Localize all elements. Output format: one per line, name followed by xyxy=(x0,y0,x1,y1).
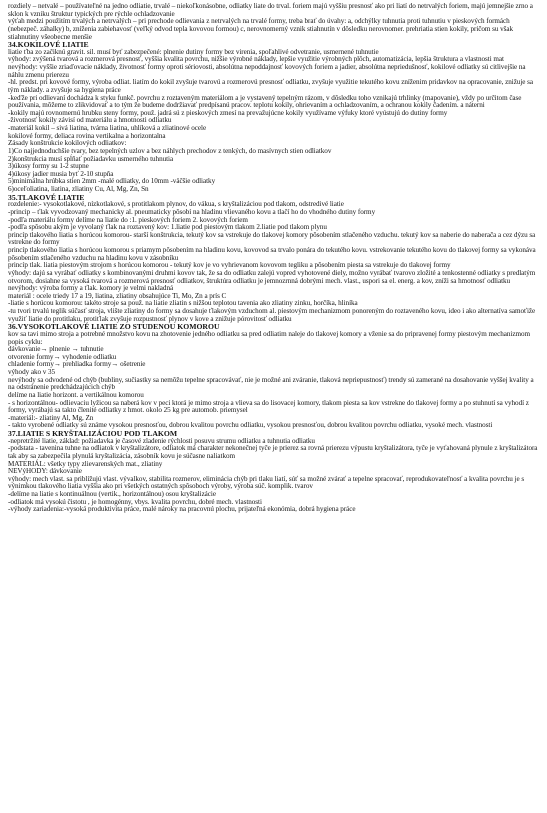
text-line: liatie ťba zo začiknú gravit. sil. musí byť zabezpečené: plnenie dutiny formy bez virenia, spoľahlivé odvetranie, usmernené tuhnutie xyxy=(8,47,379,56)
text-line: výhody: mech vlast. sa priblížujú vlast. vývalkov, stabilita rozmerov, eliminácia chýb pri tlaku liatí, súť sa možné zvárať a tepelne spracovať, reprodukovateľnosť a kvalita povrchu je s výnimkou tlakového liatia vyššia ako pri všetkých ostatných spôsoboch výroby, výroba súč. komplik. tvarov xyxy=(8,474,525,491)
text-line: výhody ako v 35 xyxy=(8,368,56,376)
text-line: výťah medzi použitím trvalých a netrvalých – pri prechode odlievania z netrvalých na trvalé formy, treba brať do úvahy: a, odchýlky tuhnutia proti tuhnutiu v pieskových formách (nebezpeč. záhalky) b, zníženia zabiehavosť (veľký odvod tepla kovovou formou) c, nerovnomerný vznik stiahnutín v dôsledku nerovnomer. prehriatia stien kokily, pričom su však stiahnutiny všeobecne menšie xyxy=(8,17,514,41)
text-line: otvorenie formy→ vyhodenie odliatku xyxy=(8,352,117,361)
list-item: 1)Co najjednoduchšie tvary, bez tepelných uzlov a bez náhlych prechodov z tenkých, do masívnych stien odliatkov xyxy=(8,146,332,155)
text-line: princíp tlakového liatia s horúcou komorou- starší konštrukcia, tekutý kov sa vstrekuje do tlakovej komory pôsobením stlačeného vzduchu. tekutý kov sa naberie do naberača a cez dýzu sa vstrekne do formy xyxy=(8,230,536,247)
text-line: dávkovanie→ plnenie → tuhnutie xyxy=(8,345,104,354)
list-item: 6)oceľoliatina, liatina, zliatiny Cu, Al, Mg, Zn, Sn xyxy=(8,185,149,193)
section-heading: 35.TLAKOVÉ LIATIE xyxy=(8,192,85,202)
text-line: nevýhody: vyššie zriaďovacie náklady, životnosť formy oproti sériovosti, absolútna nepoddajnosť kovových foriem a jadier, absolútna nepriedušnosť, kokilové odliatky sú citlivejšie na náhlu zmenu prierezu xyxy=(8,63,526,79)
text-line: nevýhody: výroba formy a ťlak. komory je velmi nakladná xyxy=(8,284,174,293)
text-line: delíme na liatie horizont. a vertikálnou komorou xyxy=(8,390,144,399)
list-item: 4)úkosy jadier musia byť 2-10 stupňa xyxy=(8,169,114,178)
text-line: -kokily majú rovnomernú hrubku steny formy, použ. jadrá sú z pieskových zmesí na prevažujúcne kokily využívame výfuky ktoré vyústujú do dutiny formy xyxy=(8,108,448,117)
text-line: -hl. predst. pri kovové formy, výroba odliat. liatím do kokil zvyšuje tvarovú a rozmerovú presnosť odliatku, zvyšuje využitie tekutého kovu zníženim pridavkov na opracovanie, znižuje sa tým náklady. a zvyšuje sa hygiena práce xyxy=(8,78,533,94)
text-line: -podstata - tavenina tuhne na odliatok v kryštalizátore, odliatok má charakter nekonečnej tyče je prierez sa rovná prierezu výpustu kryštalizátora, tyče je vyťahovaná plynule z kryštalizátora tak aby sa zabezpečila plynulá kryštalizácia, zásobník kovu je súčasne naliatkom xyxy=(8,444,538,460)
text-line: rozdelenie:- vysokotlakové, nízkotlakové, s protitlakom plynov, do vákua, s kryštalizáciou pod tlakom, odstredivé liatie xyxy=(8,200,344,209)
section-heading: 36.VYSOKOTLAKOVÉ LIATIE ZO STUDENOU KOMOROU xyxy=(8,322,220,332)
text-line: výhody: zvýšená tvarová a rozmerová presnosť, vyššia kvalita povrchu, nižšie výrobné náklady, lepšie využitie výrobných plôch, automatizácia, lepšia štruktura a vlastnosti mat xyxy=(8,55,504,64)
text-line: -podľa spôsobu akým je vyvolaný ťlak na roztavený kov: 1.liatie pod piestovým tlakom 2.liatie pod tlakom plynu xyxy=(8,223,327,232)
text-line: -materiál kokil – sivá liatina, tvárna liatina, uhlíková a zliatinové ocele xyxy=(8,124,207,132)
text-line: NEVýHODY: dávkovanie xyxy=(8,467,82,476)
text-line: popis cyklu: xyxy=(8,337,43,346)
text-line: - s horizontálnou- odlievaciu lyžicou sa naberá kov v peci ktorá je mimo stroja a vlieva sa do lisovacej komory, tlakom piesta sa kov vstrekne do tlakovej formy a po stuhnutí sa vyhodí z formy, vyrábajú sa takto členité odliatky z hmot. okolo 25 kg pre automob. priemysel xyxy=(8,398,529,415)
text-line: -liatie s horúcou komorou: takéto stroje sa použ. na liatie zliatin s nižšou teplotou tavenia ako zliatiny zinku, horčíka, hliníka xyxy=(8,299,358,308)
text-line: -nepretržité liatie, základ: požiadavka je časové zladenie rýchlosti posuvu strumu odliatku a tuhnutia odliatku xyxy=(8,436,315,445)
list-item: 2)konštrukcia musí spĺňať požiadavku usmerného tuhnutia xyxy=(8,154,174,163)
text-line: nevýhody sa odvodené od chýb (bubliny, sučiastky sa nemôžu tepelne spracovávať, nie je možné ani zváranie, tlaková nepriepustnosť) trendy sú zamerané na dosahovanie vyššej kvality a na odstránenie predchádzajúcich chýb xyxy=(8,375,534,392)
text-line: materiál : ocele triedy 17 a 19, liatina, zliatiny obsahujúce Ti, Mo, Zn a prís C xyxy=(8,291,227,300)
list-item: 3)úkosy formy su 1-2 stupne xyxy=(8,162,89,171)
text-line: -výhody zariadenia:-vysoká produktivita práce, malé nároky na pracovnú plochu, prijateľná ekonómia, dobrá hygiena práce xyxy=(8,505,356,514)
text-line: -podľa materiálu formy delíme na liatie do :1. pieskových foriem 2. kovových foriem xyxy=(8,215,248,224)
section-heading: 34.KOKILOVÉ LIATIE xyxy=(8,40,89,50)
text-line: kov sa tavi mimo stroja a potrebné množstvo kovu na zhotovenie jedného odliatku sa pred odliatim naleje do tlakovej komory a vženie sa do pripravenej formy piestovým mechanizmom xyxy=(8,329,530,338)
list-item: 5)minimálna hrúbka stien 2mm -malé odliatky, do 10mm -väčšie odliatky xyxy=(8,177,216,186)
text-line: -princip – ťlak vyvodzovaný mechanicky al. pneumaticky pôsobí na hladinu vlievaného kovu a tlačí ho do vhodného dutiny formy xyxy=(8,207,376,216)
text-line: princíp tlak. liatia piestovým strojom s horúcou komorou - tekutý kov je vo vyhrievanom kovovom tegliku a pôsobením piesta sa vstrekuje do tlakovej formy xyxy=(8,261,451,270)
text-line: -delíme na liatie s kontinuálnou (vertik., horizontálnou) osou kryštalizácie xyxy=(8,490,216,498)
text-line: -keďže pri odlievaní dochádza k styku funkč. povrchu z roztaveným materiálom a je vystavený tepelným rázom, v dôsledku toho vznikajú trhlinky (mapovanie), vždy po určitom čase používania, môžeme to zlikvidovať a to tým že budeme dodržiavať predpísanú pracov. teplotu kokily, ohrievaním a ochladzovaním, a ochranou kokily čadením. a náterni xyxy=(8,93,522,110)
text-line: MATERIÁL: všetky typy zlievarenských mat., zliatiny xyxy=(8,459,163,468)
text-line: rozdiely – netvalé – používateľné na jedno odliatie, trvalé – niekoľkonásobne, odliatky liate do trval. foriem majú vyššiu presnosť ako pri liatí do netrvalých foriem, majú jemnejšie zrno a sklon k vzniku štruktur typických pre rýchle ochladzovanie xyxy=(8,2,533,18)
text-line: princíp tlakového liatia s horúcou komorou s priamym pôsobením na hladinu kovu, kovovod sa trvalo ponára do tekutého kovu. vstrekovanie tekutého kovu do tlakovej formy sa vykonáva pôsobením stlačeného vzduchu na hladinu kovu v zásobníku xyxy=(8,246,536,262)
text-line: kokilové formy, deliaca rovina vertikalna a horizontalna xyxy=(8,131,166,140)
text-line: -materiál:- zliatiny Al, Mg, Zn xyxy=(8,413,94,422)
text-line: -tu tvori trvalú teglik súčasť stroja, vlište zliatiny do formy sa dosahuje ťlakovým vzduchom al. piestovým mechanizmom ponoreným do roztaveného kovu, ideo i ako alternatíva samoťiže využiť liatie do protitlaku, protiťlak zvyšuje rozpustnosť plynov v kove a znižuje pórovitosť odliatku xyxy=(8,307,536,323)
text-line: chladenie formy→ prehliadka formy→ ošetrenie xyxy=(8,360,146,369)
text-line: výhody: dajú sa vyrábať odliatky s kombinovanými druhmi kovov tak, že sa do odliatku zalejú vopred vyhotovené diely, možno vyrábať tvarovo zložité a tenkostenné odliatky s predlatým otvorom, dosiahne sa vysoká tvarová a rozmerová presnosť odliatkov, štruktúra odliatku je jemnozrnná dobrými mech. vlast., uspori sa el. energ. a kov, zníži sa hmotnosť odliatku xyxy=(8,268,536,285)
text-line: -odliatok má vysokú čistotu , je homogénny, vbys. kvalita povrchu, dobré mech. vlastnosti xyxy=(8,497,262,506)
section-heading: 37.LIATIE S KRYŠTALIZÁCIOU POD TLAKOM xyxy=(8,429,178,438)
text-line: - takto vyrobené odliatky sú známe vysokou presnosťou, dobrou kvalitou povrchu odliatku, vysokou presnosťou, dobrou kvalitou povrchu odliatku, vysoké mech. vlastnosti xyxy=(8,421,493,430)
text-line: Zásady konštrukcie kokilových odliatkov: xyxy=(8,139,127,148)
text-line: -životnosť kokily závisí od materiálu a hmotnosti odliatku xyxy=(8,116,172,125)
